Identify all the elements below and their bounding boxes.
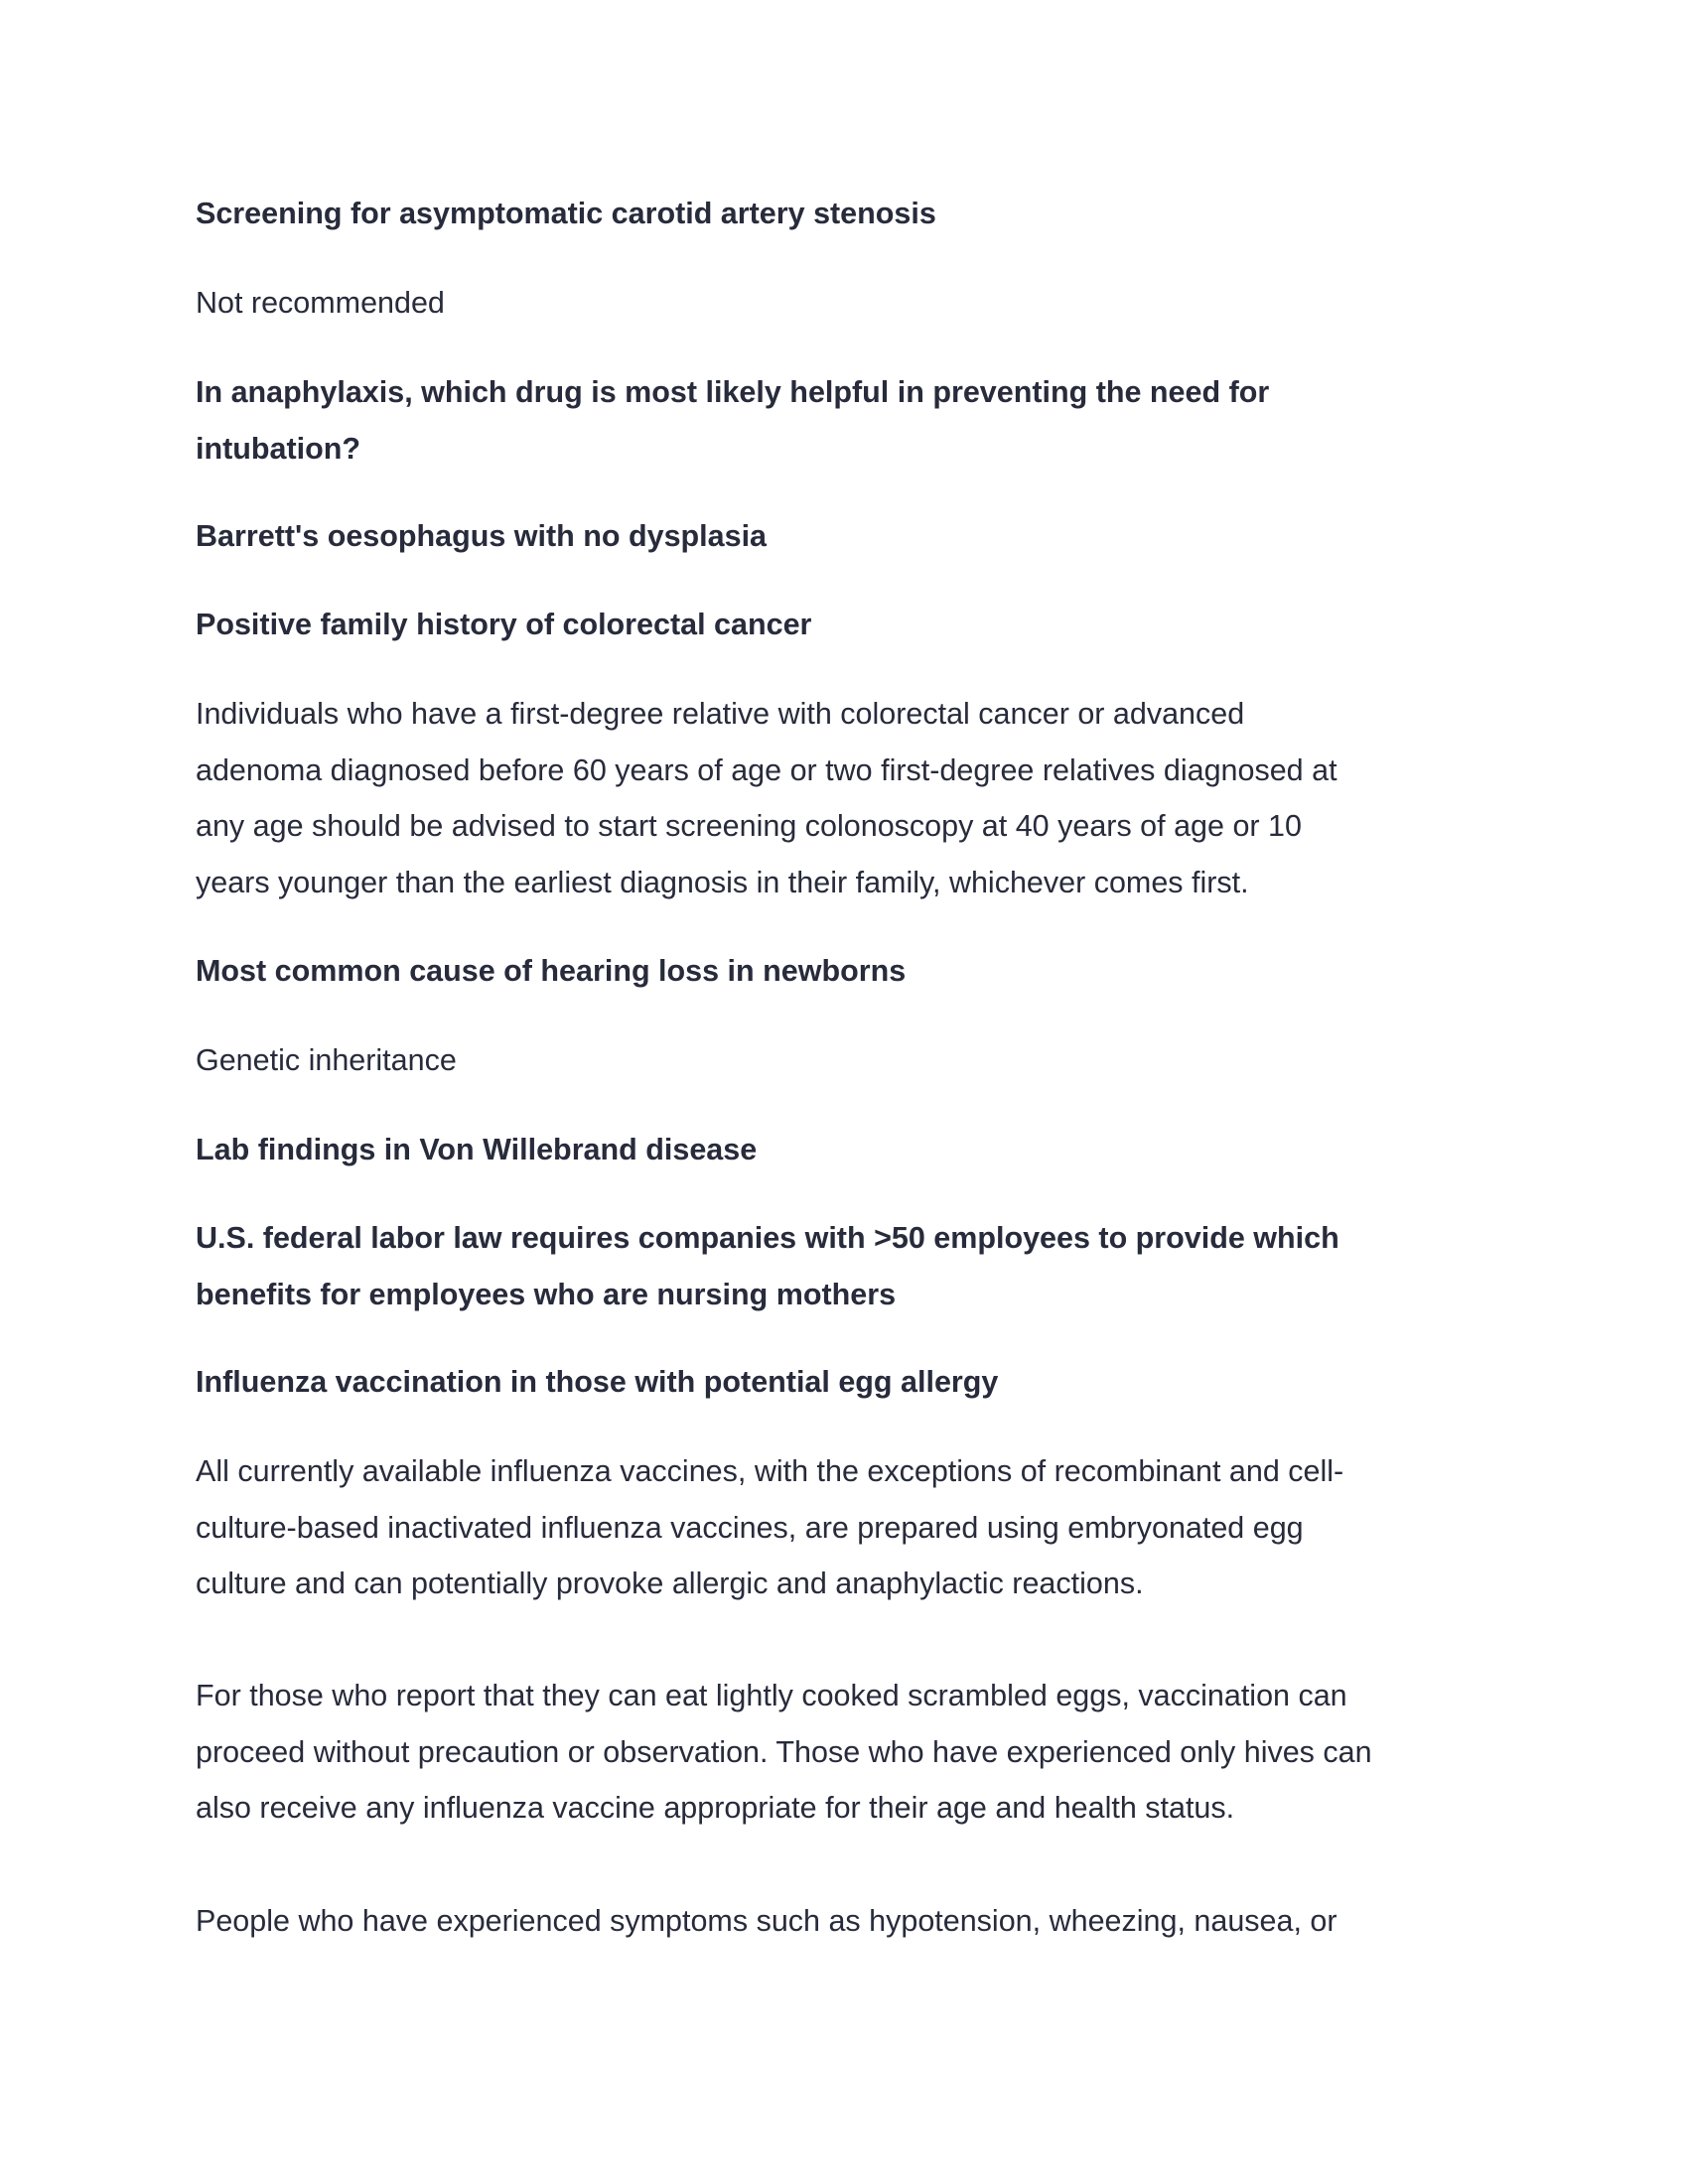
heading-hearing-loss <box>196 943 1506 1000</box>
text-line: Genetic inheritance <box>196 1043 457 1077</box>
text-line: People who have experienced symptoms such as hypotension, wheezing, nausea, or <box>196 1904 1337 1938</box>
heading-line: Positive family history of colorectal cancer <box>196 608 812 641</box>
paragraph-scrambled-eggs <box>196 1668 1506 1837</box>
heading-colorectal-history <box>196 597 1506 653</box>
paragraph-severe-symptoms <box>196 1893 1506 1950</box>
paragraph-influenza-vaccines <box>196 1443 1506 1612</box>
paragraph-colorectal-screening <box>196 686 1506 910</box>
text-line: also receive any influenza vaccine appropriate for their age and health status. <box>196 1791 1235 1826</box>
text-line: years younger than the earliest diagnosis in their family, whichever comes first. <box>196 865 1249 899</box>
heading-line: U.S. federal labor law requires companies with >50 employees to provide which <box>196 1221 1339 1255</box>
text-line: culture and can potentially provoke allergic and anaphylactic reactions. <box>196 1567 1144 1601</box>
heading-line: In anaphylaxis, which drug is most likely helpful in preventing the need for <box>196 375 1270 409</box>
text-line: All currently available influenza vaccines, with the exceptions of recombinant and cell- <box>196 1454 1344 1488</box>
text-line: any age should be advised to start screening colonoscopy at 40 years of age or 10 <box>196 809 1302 844</box>
text-line: For those who report that they can eat lightly cooked scrambled eggs, vaccination can <box>196 1679 1347 1712</box>
text-line: Not recommended <box>196 286 445 320</box>
answer-not-recommended <box>196 275 1506 332</box>
heading-influenza-egg-allergy <box>196 1354 1506 1411</box>
heading-labor-law <box>196 1210 1506 1322</box>
heading-von-willebrand <box>196 1122 1506 1178</box>
heading-line: Barrett's oesophagus with no dysplasia <box>196 519 768 553</box>
heading-line: intubation? <box>196 431 361 466</box>
text-line: adenoma diagnosed before 60 years of age or two first-degree relatives diagnosed at <box>196 752 1337 787</box>
text-line: proceed without precaution or observation. Those who have experienced only hives can <box>196 1734 1372 1769</box>
heading-line: Lab findings in Von Willebrand disease <box>196 1133 758 1166</box>
heading-barretts <box>196 508 1506 565</box>
heading-line: Influenza vaccination in those with potential egg allergy <box>196 1365 999 1399</box>
heading-anaphylaxis <box>196 364 1506 477</box>
heading-carotid-screening <box>196 186 1506 242</box>
heading-line: Most common cause of hearing loss in newborns <box>196 954 907 988</box>
heading-line: benefits for employees who are nursing mothers <box>196 1277 897 1311</box>
text-line: culture-based inactivated influenza vaccines, are prepared using embryonated egg <box>196 1510 1304 1545</box>
answer-genetic-inheritance <box>196 1032 1506 1089</box>
text-line: Individuals who have a first-degree relative with colorectal cancer or advanced <box>196 697 1245 731</box>
heading-line: Screening for asymptomatic carotid artery stenosis <box>196 197 936 230</box>
